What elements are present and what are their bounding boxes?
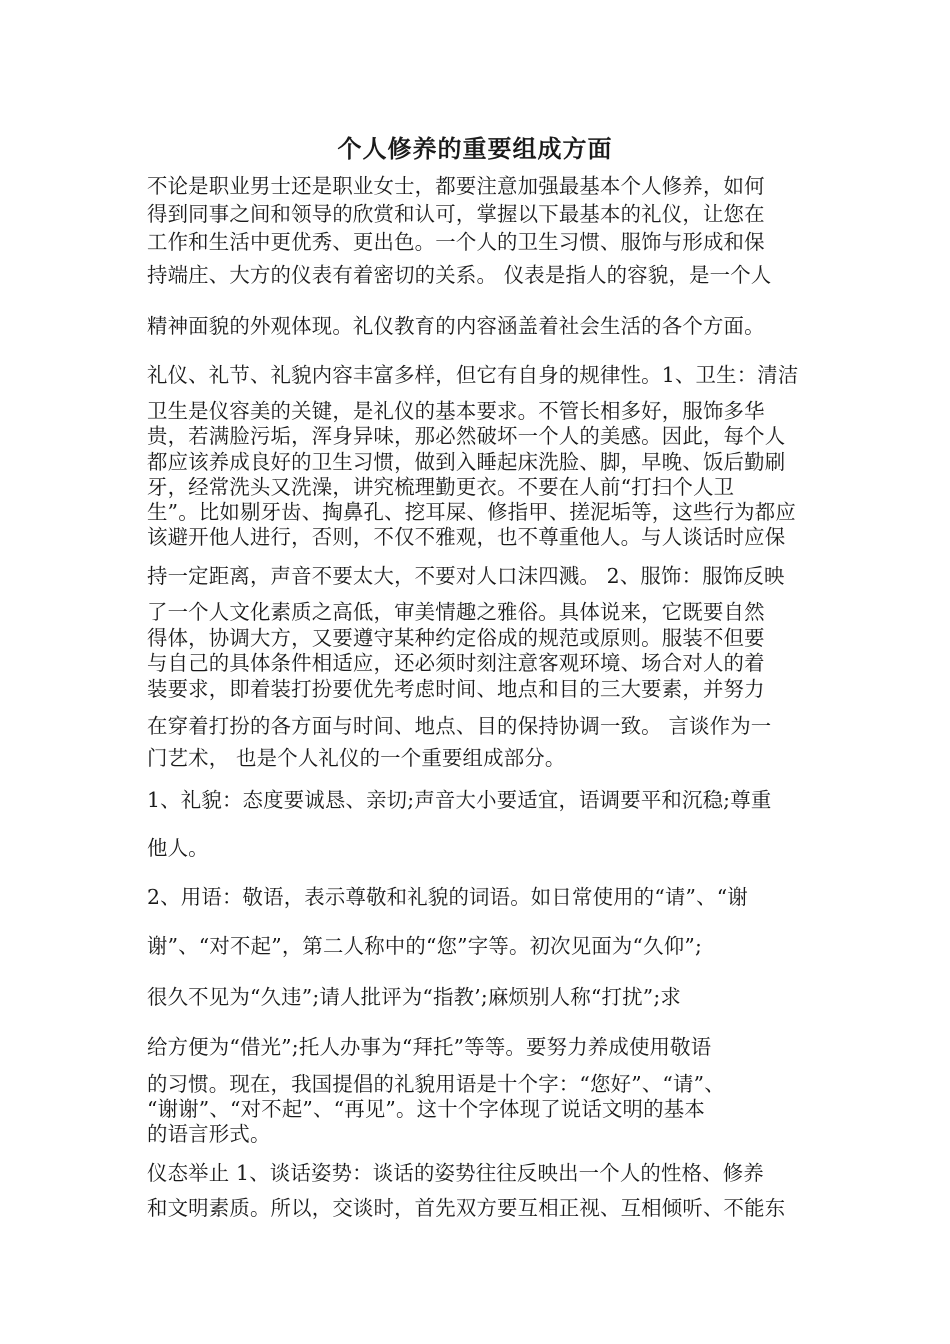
body-line: 牙，经常洗头又洗澡，讲究梳理勤更衣。不要在人前“打扫个人卫 <box>147 475 735 499</box>
body-line: 精神面貌的外观体现。礼仪教育的内容涵盖着社会生活的各个方面。 <box>147 314 765 338</box>
body-line: 1、礼貌：态度要诚恳、亲切;声音大小要适宜，语调要平和沉稳;尊重 <box>147 788 772 812</box>
body-line: 在穿着打扮的各方面与时间、地点、目的保持协调一致。 言谈作为一 <box>147 714 772 738</box>
body-line: 给方便为“借光”;托人办事为“拜托”等等。要努力养成使用敬语 <box>147 1035 712 1059</box>
body-line: 2、用语：敬语，表示尊敬和礼貌的词语。如日常使用的“请”、“谢 <box>147 885 748 909</box>
body-line: 装要求，即着装打扮要优先考虑时间、地点和目的三大要素，并努力 <box>147 677 765 701</box>
body-line: 的语言形式。 <box>147 1122 271 1146</box>
body-line: 工作和生活中更优秀、更出色。一个人的卫生习惯、服饰与形成和保 <box>147 230 765 254</box>
body-line: 和文明素质。所以，交谈时，首先双方要互相正视、互相倾听、不能东 <box>147 1196 786 1220</box>
document-title: 个人修养的重要组成方面 <box>337 134 613 163</box>
body-line: 卫生是仪容美的关键，是礼仪的基本要求。不管长相多好，服饰多华 <box>147 399 765 423</box>
body-line: 礼仪、礼节、礼貌内容丰富多样，但它有自身的规律性。1、卫生：清洁 <box>147 363 799 387</box>
body-line: 他人。 <box>147 836 209 860</box>
body-line: 与自己的具体条件相适应，还必须时刻注意客观环境、场合对人的着 <box>147 651 765 675</box>
body-line: 门艺术， 也是个人礼仪的一个重要组成部分。 <box>147 746 566 770</box>
body-line: 持一定距离，声音不要太大，不要对人口沫四溅。 2、服饰：服饰反映 <box>147 564 785 588</box>
body-line: 生”。比如剔牙齿、掏鼻孔、挖耳屎、修指甲、搓泥垢等，这些行为都应 <box>147 500 796 524</box>
body-line: 仪态举止 1、谈话姿势：谈话的姿势往往反映出一个人的性格、修养 <box>147 1161 764 1185</box>
body-line: 持端庄、大方的仪表有着密切的关系。 仪表是指人的容貌，是一个人 <box>147 263 772 287</box>
body-line: “谢谢”、“对不起”、“再见”。这十个字体现了说话文明的基本 <box>147 1097 705 1121</box>
body-line: 该避开他人进行，否则，不仅不雅观，也不尊重他人。与人谈话时应保 <box>147 525 786 549</box>
body-line: 的习惯。现在，我国提倡的礼貌用语是十个字：“您好”、“请”、 <box>147 1072 725 1096</box>
body-line: 得到同事之间和领导的欣赏和认可，掌握以下最基本的礼仪，让您在 <box>147 202 765 226</box>
body-line: 谢”、“对不起”，第二人称中的“您”字等。初次见面为“久仰”; <box>147 934 703 958</box>
body-line: 不论是职业男士还是职业女士，都要注意加强最基本个人修养，如何 <box>147 174 765 198</box>
body-line: 得体，协调大方，又要遵守某种约定俗成的规范或原则。服装不但要 <box>147 626 765 650</box>
body-line: 都应该养成良好的卫生习惯，做到入睡起床洗脸、脚，早晚、饭后勤刷 <box>147 450 786 474</box>
body-line: 贵，若满脸污垢，浑身异味，那必然破坏一个人的美感。因此，每个人 <box>147 424 786 448</box>
body-line: 了一个人文化素质之高低，审美情趣之雅俗。具体说来，它既要自然 <box>147 600 765 624</box>
body-line: 很久不见为“久违”;请人批评为“指教’;麻烦别人称“打扰”;求 <box>147 985 682 1009</box>
